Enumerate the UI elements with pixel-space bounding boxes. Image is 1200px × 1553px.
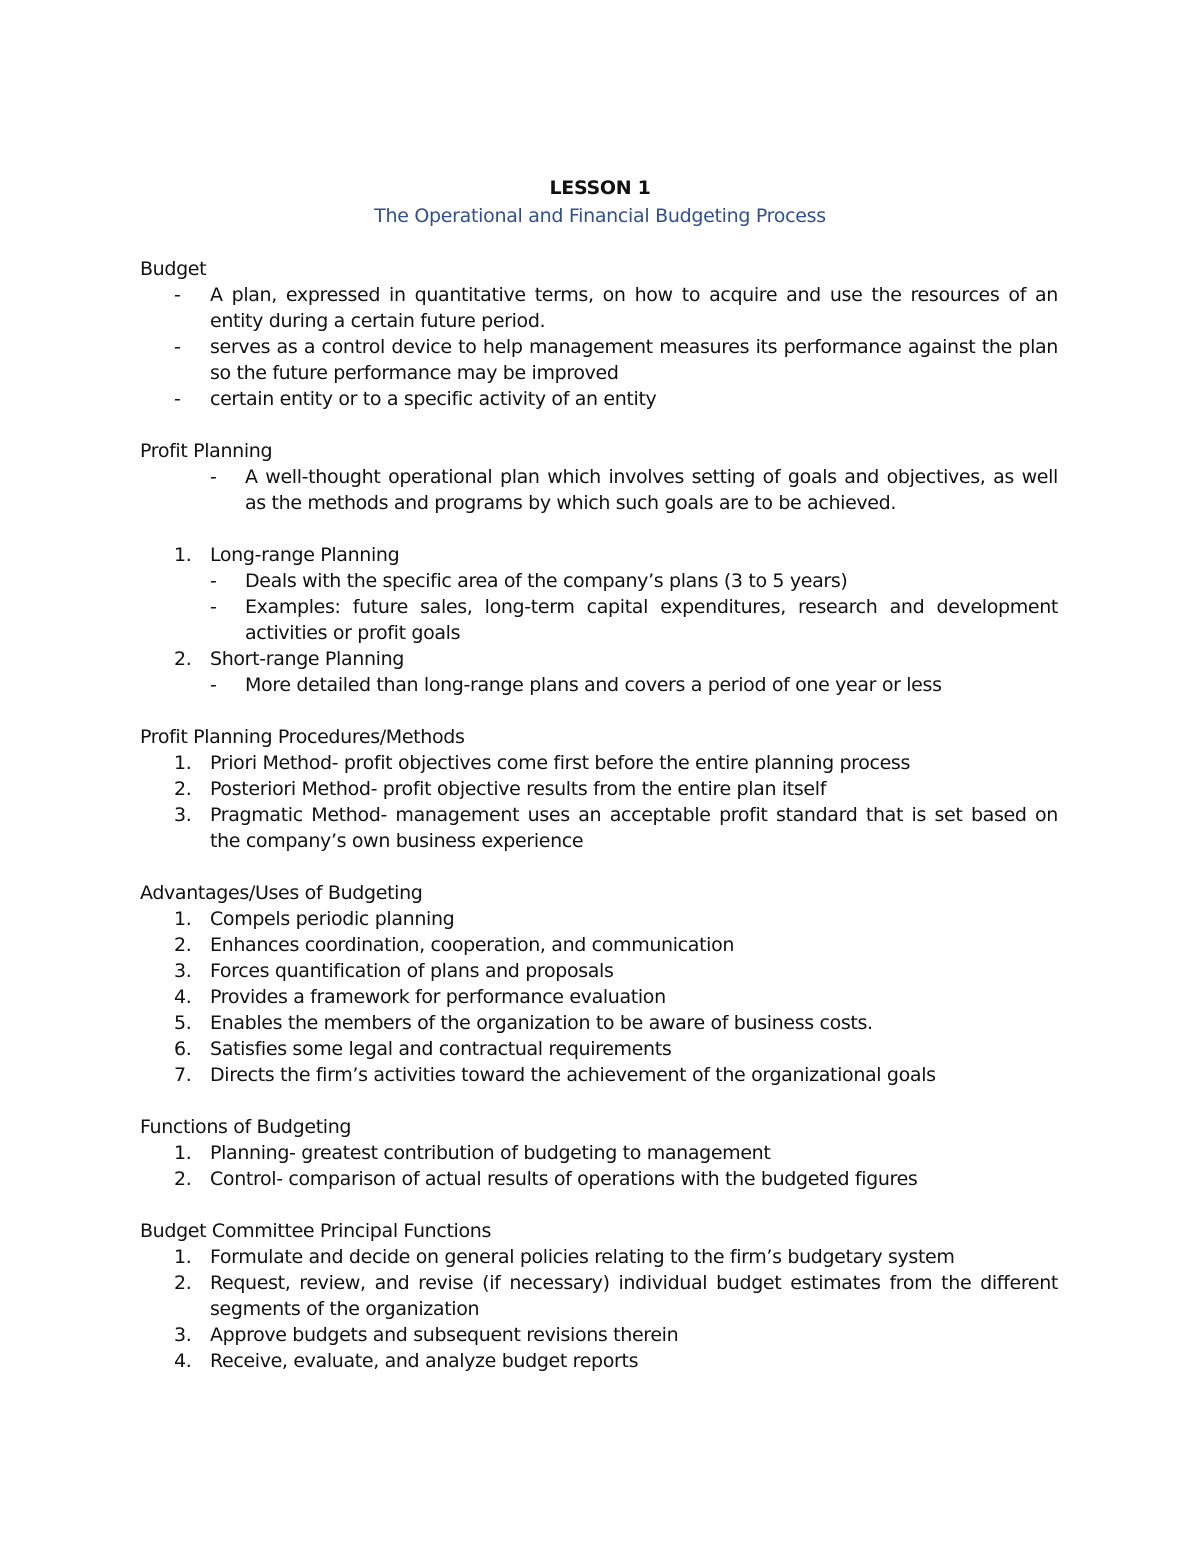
numbered-item: 1. Priori Method- profit objectives come first before the entire planning process: [174, 752, 911, 774]
numbered-item: 4. Provides a framework for performance evaluation: [174, 986, 666, 1008]
lesson-title: LESSON 1: [549, 177, 651, 199]
section-heading-procedures: Profit Planning Procedures/Methods: [140, 726, 465, 748]
list-item: - Examples: future sales, long-term capital expenditures, research and development activities or profit goals: [210, 596, 1058, 644]
numbered-item: 1. Compels periodic planning: [174, 908, 455, 930]
dash-bullet: -: [210, 596, 217, 618]
list-item: - Deals with the specific area of the company’s plans (3 to 5 years): [210, 570, 848, 592]
numbered-item: 2. Enhances coordination, cooperation, and communication: [174, 934, 735, 956]
dash-bullet: -: [210, 674, 217, 696]
section-heading-advantages: Advantages/Uses of Budgeting: [140, 882, 423, 904]
numbered-item: 1. Planning- greatest contribution of budgeting to management: [174, 1142, 771, 1164]
list-item: - More detailed than long-range plans and covers a period of one year or less: [210, 674, 942, 696]
numbered-item: 2. Request, review, and revise (if necessary) individual budget estimates from the different segments of the organization: [174, 1272, 1058, 1320]
dash-bullet: -: [174, 388, 181, 410]
numbered-item: 7. Directs the firm’s activities toward the achievement of the organizational goals: [174, 1064, 936, 1086]
numbered-item: 2. Short-range Planning: [174, 648, 404, 670]
numbered-item: 3. Pragmatic Method- management uses an acceptable profit standard that is set based on the company’s own business experience: [174, 804, 1058, 852]
section-heading-profit-planning: Profit Planning: [140, 440, 273, 462]
document-body: [140, 256, 1058, 1374]
definition-item: - A well-thought operational plan which involves setting of goals and objectives, as well as the methods and programs by which such goals are to be achieved.: [210, 466, 1058, 514]
numbered-item: 5. Enables the members of the organization to be aware of business costs.: [174, 1012, 873, 1034]
dash-bullet: -: [174, 336, 181, 358]
numbered-item: 1. Formulate and decide on general policies relating to the firm’s budgetary system: [174, 1246, 955, 1268]
numbered-item: 6. Satisfies some legal and contractual requirements: [174, 1038, 672, 1060]
list-item: - serves as a control device to help management measures its performance against the plan so the future performance may be improved: [174, 336, 1058, 384]
list-item: - A plan, expressed in quantitative terms, on how to acquire and use the resources of an entity during a certain future period.: [174, 284, 1058, 332]
dash-bullet: -: [174, 284, 181, 306]
numbered-item: 1. Long-range Planning: [174, 544, 400, 566]
numbered-item: 3. Approve budgets and subsequent revisions therein: [174, 1324, 679, 1346]
lesson-subtitle: The Operational and Financial Budgeting Process: [374, 205, 826, 227]
section-heading-budget: Budget: [140, 258, 207, 280]
numbered-item: 3. Forces quantification of plans and proposals: [174, 960, 614, 982]
dash-bullet: -: [210, 570, 217, 592]
numbered-item: 2. Control- comparison of actual results of operations with the budgeted figures: [174, 1168, 918, 1190]
dash-bullet: -: [210, 466, 217, 488]
section-heading-functions: Functions of Budgeting: [140, 1116, 352, 1138]
numbered-item: 4. Receive, evaluate, and analyze budget reports: [174, 1350, 639, 1372]
section-heading-committee: Budget Committee Principal Functions: [140, 1220, 491, 1242]
numbered-item: 2. Posteriori Method- profit objective results from the entire plan itself: [174, 778, 827, 800]
list-item: - certain entity or to a specific activity of an entity: [174, 388, 657, 410]
